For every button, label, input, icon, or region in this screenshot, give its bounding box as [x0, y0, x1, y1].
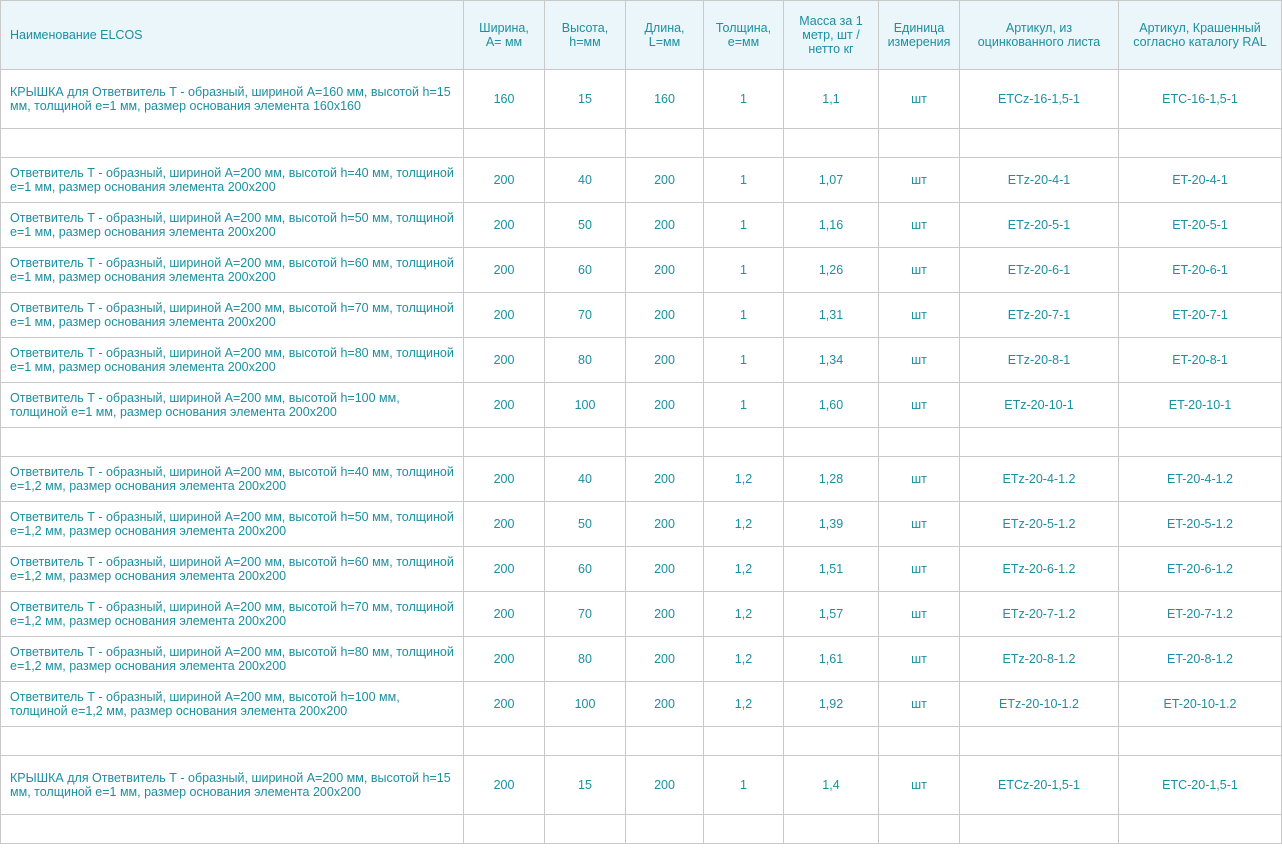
cell-article-ral: ET-20-8-1.2	[1119, 637, 1282, 682]
cell-unit: шт	[879, 383, 960, 428]
cell-height: 60	[545, 248, 626, 293]
cell-thickness: 1,2	[704, 682, 784, 727]
cell-unit: шт	[879, 338, 960, 383]
table-row	[1, 248, 1282, 293]
cell-width: 200	[464, 158, 545, 203]
table-row	[1, 70, 1282, 129]
cell-mass: 1,1	[784, 70, 879, 129]
cell-article-zinc: ETz-20-4-1.2	[960, 457, 1119, 502]
table-row	[1, 158, 1282, 203]
cell-height: 60	[545, 547, 626, 592]
cell-thickness: 1,2	[704, 637, 784, 682]
cell-width: 200	[464, 457, 545, 502]
cell-unit: шт	[879, 682, 960, 727]
cell-unit: шт	[879, 547, 960, 592]
cell-article-zinc: ETz-20-7-1	[960, 293, 1119, 338]
cell-height: 15	[545, 756, 626, 815]
table-row-empty	[1, 428, 1282, 457]
cell-thickness: 1,2	[704, 502, 784, 547]
cell-article-zinc: ETz-20-5-1.2	[960, 502, 1119, 547]
cell-unit: шт	[879, 293, 960, 338]
cell-width: 200	[464, 592, 545, 637]
cell-thickness: 1	[704, 248, 784, 293]
table-row	[1, 756, 1282, 815]
cell-name: Ответвитель Т - образный, шириной А=200 мм, высотой h=40 мм, толщиной е=1,2 мм, размер основания элемента 200x200	[1, 457, 464, 502]
cell-mass: 1,57	[784, 592, 879, 637]
cell-name: Ответвитель Т - образный, шириной А=200 мм, высотой h=40 мм, толщиной е=1 мм, размер основания элемента 200x200	[1, 158, 464, 203]
cell-unit: шт	[879, 756, 960, 815]
cell-thickness: 1,2	[704, 592, 784, 637]
table-row	[1, 457, 1282, 502]
cell-article-ral: ET-20-4-1	[1119, 158, 1282, 203]
cell-length: 200	[626, 682, 704, 727]
cell-mass: 1,4	[784, 756, 879, 815]
cell-height: 80	[545, 637, 626, 682]
cell-article-zinc: ETCz-16-1,5-1	[960, 70, 1119, 129]
cell-width: 200	[464, 293, 545, 338]
cell-width: 200	[464, 383, 545, 428]
table-row-empty	[1, 815, 1282, 844]
table-header-row	[1, 1, 1282, 70]
cell-width: 200	[464, 338, 545, 383]
cell-length: 160	[626, 70, 704, 129]
cell-thickness: 1	[704, 383, 784, 428]
header-length: Длина, L=мм	[626, 1, 704, 70]
header-article-zinc: Артикул, из оцинкованного листа	[960, 1, 1119, 70]
cell-article-zinc: ETCz-20-1,5-1	[960, 756, 1119, 815]
cell-length: 200	[626, 293, 704, 338]
cell-height: 40	[545, 457, 626, 502]
cell-length: 200	[626, 592, 704, 637]
cell-mass: 1,16	[784, 203, 879, 248]
cell-name: Ответвитель Т - образный, шириной А=200 мм, высотой h=80 мм, толщиной е=1 мм, размер основания элемента 200x200	[1, 338, 464, 383]
cell-article-ral: ET-20-5-1	[1119, 203, 1282, 248]
table-row-empty	[1, 129, 1282, 158]
cell-width: 200	[464, 682, 545, 727]
cell-thickness: 1	[704, 293, 784, 338]
header-name: Наименование ELCOS	[1, 1, 464, 70]
cell-article-ral: ET-20-10-1	[1119, 383, 1282, 428]
table-row	[1, 682, 1282, 727]
cell-thickness: 1,2	[704, 547, 784, 592]
cell-mass: 1,07	[784, 158, 879, 203]
cell-height: 100	[545, 682, 626, 727]
cell-unit: шт	[879, 248, 960, 293]
cell-unit: шт	[879, 502, 960, 547]
cell-height: 40	[545, 158, 626, 203]
cell-mass: 1,34	[784, 338, 879, 383]
cell-length: 200	[626, 338, 704, 383]
header-thickness: Толщина, е=мм	[704, 1, 784, 70]
cell-article-zinc: ETz-20-5-1	[960, 203, 1119, 248]
cell-article-zinc: ETz-20-10-1.2	[960, 682, 1119, 727]
cell-width: 200	[464, 637, 545, 682]
cell-length: 200	[626, 637, 704, 682]
header-unit: Единица измерения	[879, 1, 960, 70]
cell-article-ral: ET-20-6-1	[1119, 248, 1282, 293]
cell-article-ral: ETC-20-1,5-1	[1119, 756, 1282, 815]
cell-name: Ответвитель Т - образный, шириной А=200 мм, высотой h=80 мм, толщиной е=1,2 мм, размер основания элемента 200x200	[1, 637, 464, 682]
cell-article-ral: ET-20-10-1.2	[1119, 682, 1282, 727]
cell-unit: шт	[879, 592, 960, 637]
cell-article-ral: ET-20-5-1.2	[1119, 502, 1282, 547]
cell-name: Ответвитель Т - образный, шириной А=200 мм, высотой h=100 мм, толщиной е=1 мм, размер основания элемента 200x200	[1, 383, 464, 428]
cell-thickness: 1	[704, 203, 784, 248]
cell-thickness: 1	[704, 756, 784, 815]
cell-length: 200	[626, 203, 704, 248]
cell-name: Ответвитель Т - образный, шириной А=200 мм, высотой h=100 мм, толщиной е=1,2 мм, размер основания элемента 200x200	[1, 682, 464, 727]
cell-mass: 1,61	[784, 637, 879, 682]
cell-thickness: 1,2	[704, 457, 784, 502]
cell-name: Ответвитель Т - образный, шириной А=200 мм, высотой h=70 мм, толщиной е=1 мм, размер основания элемента 200x200	[1, 293, 464, 338]
cell-article-ral: ET-20-7-1	[1119, 293, 1282, 338]
cell-article-ral: ET-20-8-1	[1119, 338, 1282, 383]
cell-width: 200	[464, 502, 545, 547]
cell-length: 200	[626, 756, 704, 815]
table-row	[1, 502, 1282, 547]
table-row	[1, 637, 1282, 682]
cell-length: 200	[626, 502, 704, 547]
cell-height: 50	[545, 502, 626, 547]
cell-name: КРЫШКА для Ответвитель Т - образный, шириной А=160 мм, высотой h=15 мм, толщиной е=1 мм, размер основания элемента 160x160	[1, 70, 464, 129]
cell-height: 15	[545, 70, 626, 129]
cell-length: 200	[626, 383, 704, 428]
cell-width: 200	[464, 547, 545, 592]
cell-article-ral: ET-20-7-1.2	[1119, 592, 1282, 637]
cell-name: Ответвитель Т - образный, шириной А=200 мм, высотой h=70 мм, толщиной е=1,2 мм, размер основания элемента 200x200	[1, 592, 464, 637]
cell-width: 200	[464, 203, 545, 248]
cell-unit: шт	[879, 203, 960, 248]
cell-article-zinc: ETz-20-10-1	[960, 383, 1119, 428]
cell-width: 200	[464, 756, 545, 815]
cell-mass: 1,51	[784, 547, 879, 592]
cell-thickness: 1	[704, 70, 784, 129]
cell-length: 200	[626, 457, 704, 502]
table-row	[1, 203, 1282, 248]
cell-article-ral: ET-20-4-1.2	[1119, 457, 1282, 502]
cell-name: Ответвитель Т - образный, шириной А=200 мм, высотой h=60 мм, толщиной е=1,2 мм, размер основания элемента 200x200	[1, 547, 464, 592]
cell-height: 70	[545, 592, 626, 637]
cell-name: КРЫШКА для Ответвитель Т - образный, шириной А=200 мм, высотой h=15 мм, толщиной е=1 мм, размер основания элемента 200x200	[1, 756, 464, 815]
cell-thickness: 1	[704, 158, 784, 203]
cell-article-zinc: ETz-20-8-1	[960, 338, 1119, 383]
cell-mass: 1,39	[784, 502, 879, 547]
cell-name: Ответвитель Т - образный, шириной А=200 мм, высотой h=60 мм, толщиной е=1 мм, размер основания элемента 200x200	[1, 248, 464, 293]
cell-mass: 1,26	[784, 248, 879, 293]
cell-mass: 1,92	[784, 682, 879, 727]
cell-article-ral: ETC-16-1,5-1	[1119, 70, 1282, 129]
cell-mass: 1,28	[784, 457, 879, 502]
cell-length: 200	[626, 158, 704, 203]
table-row	[1, 293, 1282, 338]
table-row	[1, 338, 1282, 383]
cell-article-zinc: ETz-20-4-1	[960, 158, 1119, 203]
cell-article-zinc: ETz-20-6-1.2	[960, 547, 1119, 592]
header-height: Высота, h=мм	[545, 1, 626, 70]
cell-unit: шт	[879, 637, 960, 682]
table-row	[1, 592, 1282, 637]
table-row	[1, 547, 1282, 592]
header-width: Ширина, А= мм	[464, 1, 545, 70]
cell-article-ral: ET-20-6-1.2	[1119, 547, 1282, 592]
cell-article-zinc: ETz-20-7-1.2	[960, 592, 1119, 637]
table-row	[1, 383, 1282, 428]
cell-name: Ответвитель Т - образный, шириной А=200 мм, высотой h=50 мм, толщиной е=1,2 мм, размер основания элемента 200x200	[1, 502, 464, 547]
cell-mass: 1,60	[784, 383, 879, 428]
cell-article-zinc: ETz-20-6-1	[960, 248, 1119, 293]
header-mass: Масса за 1 метр, шт / нетто кг	[784, 1, 879, 70]
cell-width: 160	[464, 70, 545, 129]
cell-unit: шт	[879, 70, 960, 129]
cell-height: 100	[545, 383, 626, 428]
cell-height: 80	[545, 338, 626, 383]
cell-thickness: 1	[704, 338, 784, 383]
cell-height: 50	[545, 203, 626, 248]
cell-name: Ответвитель Т - образный, шириной А=200 мм, высотой h=50 мм, толщиной е=1 мм, размер основания элемента 200x200	[1, 203, 464, 248]
cell-width: 200	[464, 248, 545, 293]
header-article-ral: Артикул, Крашенный согласно каталогу RAL	[1119, 1, 1282, 70]
table-row-empty	[1, 727, 1282, 756]
cell-height: 70	[545, 293, 626, 338]
cell-length: 200	[626, 547, 704, 592]
cell-unit: шт	[879, 457, 960, 502]
cell-length: 200	[626, 248, 704, 293]
cell-article-zinc: ETz-20-8-1.2	[960, 637, 1119, 682]
cell-unit: шт	[879, 158, 960, 203]
cell-mass: 1,31	[784, 293, 879, 338]
